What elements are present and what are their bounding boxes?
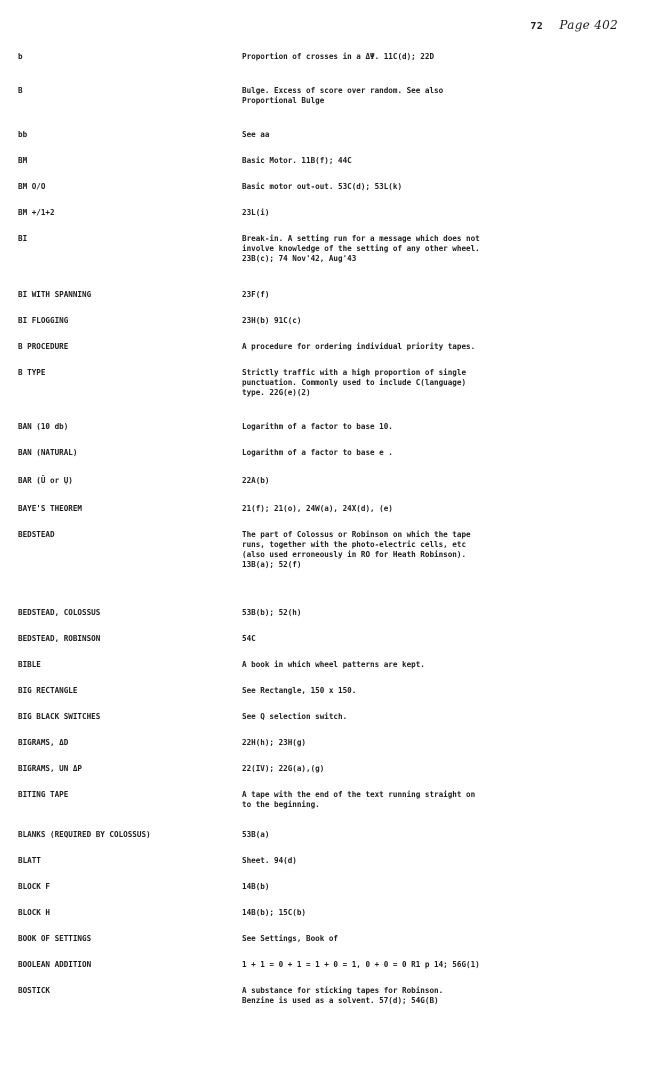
entry-definition bbox=[242, 476, 632, 486]
glossary-entry bbox=[0, 764, 650, 774]
entry-definition bbox=[242, 934, 632, 944]
glossary-entry bbox=[0, 986, 650, 1006]
definition-line: 1 + 1 = 0 + 1 = 1 + 0 = 1, 0 + 0 = 0 R1 p 14; 56G(1) bbox=[242, 960, 480, 969]
glossary-entry bbox=[0, 634, 650, 644]
entry-term: B TYPE bbox=[18, 368, 46, 377]
glossary-entry bbox=[0, 368, 650, 398]
entry-definition bbox=[242, 448, 632, 458]
glossary-entry bbox=[0, 530, 650, 570]
entry-definition bbox=[242, 52, 632, 62]
entry-term: B bbox=[18, 86, 23, 95]
glossary-entry bbox=[0, 422, 650, 432]
entry-term: bb bbox=[18, 130, 28, 139]
entry-definition bbox=[242, 208, 632, 218]
glossary-entry bbox=[0, 52, 650, 62]
glossary-entry bbox=[0, 908, 650, 918]
entry-term: BOSTICK bbox=[18, 986, 51, 995]
glossary-entry bbox=[0, 608, 650, 618]
definition-line: to the beginning. bbox=[242, 800, 320, 809]
definition-line: 54C bbox=[242, 634, 256, 643]
entry-term: BLOCK F bbox=[18, 882, 51, 891]
entry-definition bbox=[242, 530, 632, 570]
entry-term: BLOCK H bbox=[18, 908, 51, 917]
definition-line: Proportion of crosses in a ΔΨ. 11C(d); 22D bbox=[242, 52, 435, 61]
entry-definition bbox=[242, 738, 632, 748]
entry-definition bbox=[242, 422, 632, 432]
entry-term: BLANKS (REQUIRED BY COLOSSUS) bbox=[18, 830, 151, 839]
definition-line: 53B(b); 52(h) bbox=[242, 608, 302, 617]
entry-definition bbox=[242, 830, 632, 840]
entry-definition bbox=[242, 504, 632, 514]
glossary-entry bbox=[0, 448, 650, 458]
entry-term: BIGRAMS, UN ΔP bbox=[18, 764, 83, 773]
page-number: 72 bbox=[530, 21, 544, 32]
entry-term: b bbox=[18, 52, 23, 61]
definition-line: See aa bbox=[242, 130, 270, 139]
glossary-entry bbox=[0, 660, 650, 670]
entry-definition bbox=[242, 368, 632, 398]
definition-line: 13B(a); 52(f) bbox=[242, 560, 302, 569]
definition-line: A procedure for ordering individual priority tapes. bbox=[242, 342, 476, 351]
entry-term: BAYE'S THEOREM bbox=[18, 504, 83, 513]
entry-term: BIG BLACK SWITCHES bbox=[18, 712, 101, 721]
entry-definition bbox=[242, 712, 632, 722]
definition-line: A book in which wheel patterns are kept. bbox=[242, 660, 425, 669]
definition-line: 21(f); 21(o), 24W(a), 24X(d), (e) bbox=[242, 504, 393, 513]
entry-definition bbox=[242, 686, 632, 696]
entry-definition bbox=[242, 634, 632, 644]
entry-definition bbox=[242, 234, 632, 264]
glossary-entry bbox=[0, 934, 650, 944]
glossary-entry bbox=[0, 130, 650, 140]
glossary-entry bbox=[0, 504, 650, 514]
definition-line: See Rectangle, 150 x 150. bbox=[242, 686, 357, 695]
definition-line: punctuation. Commonly used to include C(language) bbox=[242, 378, 467, 387]
entry-term: BI WITH SPANNING bbox=[18, 290, 92, 299]
entry-definition bbox=[242, 908, 632, 918]
glossary-entry bbox=[0, 86, 650, 106]
entry-term: BEDSTEAD, ROBINSON bbox=[18, 634, 101, 643]
entry-definition bbox=[242, 882, 632, 892]
glossary-entry bbox=[0, 234, 650, 264]
definition-line: Logarithm of a factor to base e . bbox=[242, 448, 393, 457]
definition-line: Basic Motor. 11B(f); 44C bbox=[242, 156, 352, 165]
definition-line: (also used erroneously in RO for Heath Robinson). bbox=[242, 550, 467, 559]
definition-line: The part of Colossus or Robinson on which the tape bbox=[242, 530, 471, 539]
entry-term: BAN (NATURAL) bbox=[18, 448, 78, 457]
definition-line: 22(IV); 22G(a),(g) bbox=[242, 764, 325, 773]
definition-line: Break-in. A setting run for a message which does not bbox=[242, 234, 480, 243]
entry-definition bbox=[242, 764, 632, 774]
definition-line: A substance for sticking tapes for Robinson. bbox=[242, 986, 444, 995]
definition-line: Proportional Bulge bbox=[242, 96, 325, 105]
glossary-entry bbox=[0, 290, 650, 300]
entry-term: BEDSTEAD, COLOSSUS bbox=[18, 608, 101, 617]
entry-definition bbox=[242, 960, 632, 970]
entry-definition bbox=[242, 316, 632, 326]
definition-line: 53B(a) bbox=[242, 830, 270, 839]
entry-term: BAN (10 db) bbox=[18, 422, 69, 431]
entry-definition bbox=[242, 290, 632, 300]
definition-line: 14B(b) bbox=[242, 882, 270, 891]
glossary-entry bbox=[0, 712, 650, 722]
glossary-entry bbox=[0, 790, 650, 810]
glossary-entry bbox=[0, 342, 650, 352]
entry-definition bbox=[242, 156, 632, 166]
entry-term: BIG RECTANGLE bbox=[18, 686, 78, 695]
glossary-entry bbox=[0, 208, 650, 218]
glossary-entry bbox=[0, 316, 650, 326]
glossary-entry bbox=[0, 882, 650, 892]
entry-definition bbox=[242, 790, 632, 810]
entry-term: BM +/1+2 bbox=[18, 208, 55, 217]
definition-line: See Settings, Book of bbox=[242, 934, 339, 943]
definition-line: involve knowledge of the setting of any other wheel. bbox=[242, 244, 480, 253]
glossary-entry bbox=[0, 156, 650, 166]
entry-definition bbox=[242, 86, 632, 106]
glossary-entry bbox=[0, 856, 650, 866]
definition-line: See Q selection switch. bbox=[242, 712, 348, 721]
entry-term: BI FLOGGING bbox=[18, 316, 69, 325]
entry-term: BM O/O bbox=[18, 182, 46, 191]
glossary-entry bbox=[0, 182, 650, 192]
entry-definition bbox=[242, 986, 632, 1006]
definition-line: 23H(b) 91C(c) bbox=[242, 316, 302, 325]
entry-definition bbox=[242, 130, 632, 140]
definition-line: 23F(f) bbox=[242, 290, 270, 299]
entry-term: BOOK OF SETTINGS bbox=[18, 934, 92, 943]
definition-line: A tape with the end of the text running straight on bbox=[242, 790, 476, 799]
entry-definition bbox=[242, 660, 632, 670]
entry-term: BIGRAMS, ΔD bbox=[18, 738, 69, 747]
entry-term: BOOLEAN ADDITION bbox=[18, 960, 92, 969]
definition-line: Strictly traffic with a high proportion of single bbox=[242, 368, 467, 377]
definition-line: Logarithm of a factor to base 10. bbox=[242, 422, 393, 431]
definition-line: 23B(c); 74 Nov'42, Aug'43 bbox=[242, 254, 357, 263]
definition-line: runs, together with the photo-electric cells, etc bbox=[242, 540, 467, 549]
glossary-entry bbox=[0, 738, 650, 748]
entry-term: B PROCEDURE bbox=[18, 342, 69, 351]
page-header bbox=[530, 18, 618, 32]
entry-definition bbox=[242, 856, 632, 866]
glossary-entry bbox=[0, 960, 650, 970]
glossary-entry bbox=[0, 686, 650, 696]
definition-line: 22A(b) bbox=[242, 476, 270, 485]
entry-term: BITING TAPE bbox=[18, 790, 69, 799]
entry-term: BLATT bbox=[18, 856, 41, 865]
definition-line: type. 22G(e)(2) bbox=[242, 388, 311, 397]
entry-definition bbox=[242, 608, 632, 618]
glossary-entry bbox=[0, 476, 650, 486]
glossary-entry bbox=[0, 830, 650, 840]
entry-term: BM bbox=[18, 156, 28, 165]
entry-definition bbox=[242, 342, 632, 352]
entry-term: BIBLE bbox=[18, 660, 41, 669]
definition-line: 14B(b); 15C(b) bbox=[242, 908, 307, 917]
definition-line: Sheet. 94(d) bbox=[242, 856, 297, 865]
entry-term: BEDSTEAD bbox=[18, 530, 55, 539]
definition-line: Basic motor out-out. 53C(d); 53L(k) bbox=[242, 182, 403, 191]
page-label: Page 402 bbox=[559, 18, 618, 32]
definition-line: Bulge. Excess of score over random. See also bbox=[242, 86, 444, 95]
definition-line: 22H(h); 23H(g) bbox=[242, 738, 307, 747]
entry-term: BAR (Ū or Ụ) bbox=[18, 476, 73, 485]
definition-line: 23L(i) bbox=[242, 208, 270, 217]
definition-line: Benzine is used as a solvent. 57(d); 54G(B) bbox=[242, 996, 439, 1005]
entry-definition bbox=[242, 182, 632, 192]
entry-term: BI bbox=[18, 234, 28, 243]
